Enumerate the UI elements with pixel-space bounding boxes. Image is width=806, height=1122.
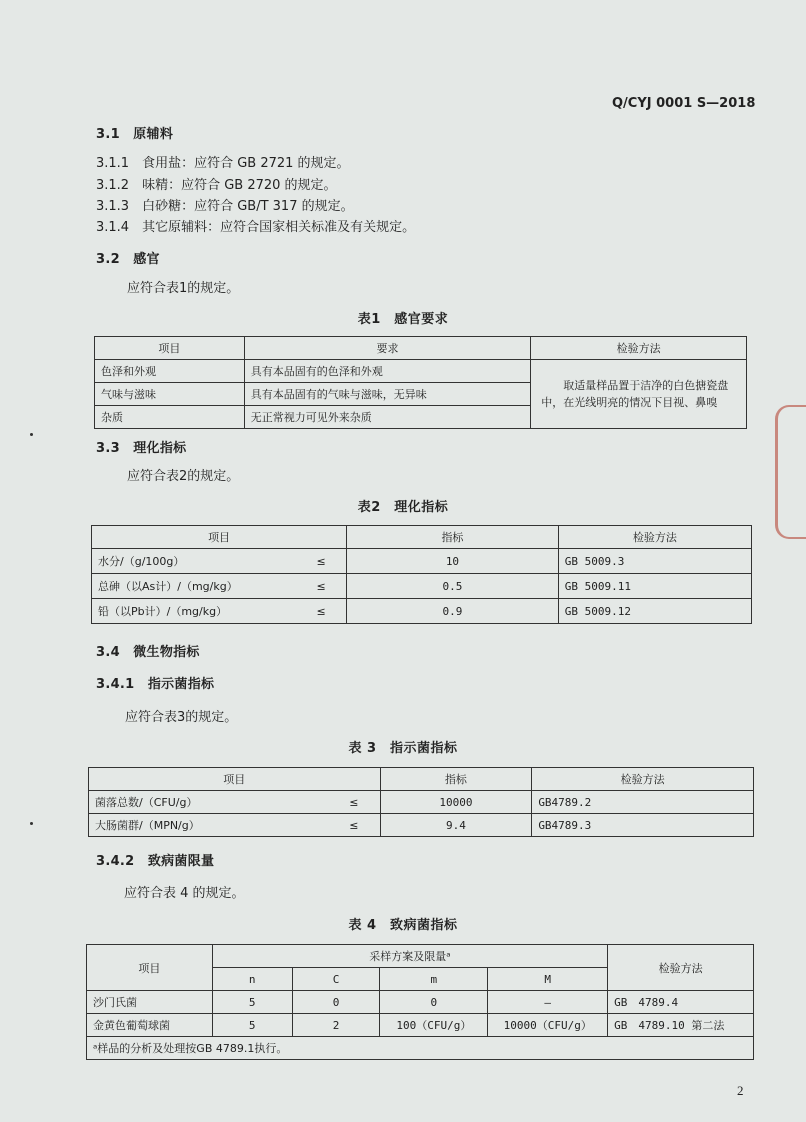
header-index: 指标: [347, 526, 559, 549]
row-n: 5: [212, 1014, 292, 1037]
row-item: 总砷（以As计）/（mg/kg）: [92, 574, 297, 599]
row-requirement: 无正常视力可见外来杂质: [244, 406, 531, 429]
table-header-row: [92, 526, 752, 549]
header-method: 检验方法: [558, 526, 751, 549]
row-n: 5: [212, 991, 292, 1014]
clause-3-1-3: 3.1.3 白砂糖：应符合 GB/T 317 的规定。: [96, 199, 354, 214]
row-value: 10000: [380, 791, 532, 814]
header-method: 检验方法: [531, 337, 747, 360]
section-3-4-2-text: 应符合表 4 的规定。: [124, 886, 245, 901]
header-item: 项目: [95, 337, 245, 360]
table-row: [87, 991, 754, 1014]
row-requirement: 具有本品固有的气味与滋味，无异味: [244, 383, 531, 406]
scan-dot: [30, 822, 33, 825]
section-3-4-title: 3.4 微生物指标: [96, 645, 200, 660]
row-item: 大肠菌群/（MPN/g）: [89, 814, 329, 837]
row-method: GB 5009.12: [558, 599, 751, 624]
table-row: [92, 549, 752, 574]
row-item: 菌落总数/（CFU/g）: [89, 791, 329, 814]
row-m-lower: 0: [380, 991, 488, 1014]
row-item: 铅（以Pb计）/（mg/kg）: [92, 599, 297, 624]
row-m-lower: 100（CFU/g）: [380, 1014, 488, 1037]
section-3-4-2-title: 3.4.2 致病菌限量: [96, 854, 215, 869]
section-3-4-1-text: 应符合表3的规定。: [125, 710, 238, 725]
scan-dot: [30, 433, 33, 436]
section-3-4-1-title: 3.4.1 指示菌指标: [96, 677, 215, 692]
red-seal-stamp: [775, 405, 806, 539]
row-c: 0: [292, 991, 380, 1014]
table-row: [89, 814, 754, 837]
row-value: 9.4: [380, 814, 532, 837]
row-value: 0.5: [347, 574, 559, 599]
row-method: GB4789.3: [532, 814, 754, 837]
row-requirement: 具有本品固有的色泽和外观: [244, 360, 531, 383]
table-3-caption: 表 3 指示菌指标: [348, 741, 458, 756]
row-leq: ≤: [296, 549, 346, 574]
header-index: 指标: [380, 768, 532, 791]
section-3-2-title: 3.2 感官: [96, 252, 160, 267]
method-cell: 取适量样品置于洁净的白色搪瓷盘中，在光线明亮的情况下目视、鼻嗅: [531, 360, 747, 429]
row-method: GB4789.2: [532, 791, 754, 814]
table-2-caption: 表2 理化指标: [357, 500, 449, 515]
table-3-indicator: [88, 767, 754, 837]
row-item: 杂质: [95, 406, 245, 429]
row-item: 金黄色葡萄球菌: [87, 1014, 213, 1037]
table-4-pathogen: [86, 944, 754, 1060]
header-m-upper: M: [488, 968, 608, 991]
row-value: 0.9: [347, 599, 559, 624]
header-item: 项目: [92, 526, 347, 549]
section-3-1-title: 3.1 原辅料: [96, 127, 174, 142]
header-c: C: [292, 968, 380, 991]
clause-3-1-2: 3.1.2 味精：应符合 GB 2720 的规定。: [96, 178, 337, 193]
row-m-upper: 10000（CFU/g）: [488, 1014, 608, 1037]
row-method: GB 4789.10 第二法: [608, 1014, 754, 1037]
page-number: 2: [737, 1083, 744, 1098]
table-row: [95, 360, 747, 383]
row-method: GB 4789.4: [608, 991, 754, 1014]
header-method: 检验方法: [532, 768, 754, 791]
header-n: n: [212, 968, 292, 991]
table-1-sensory: [94, 336, 747, 429]
row-method: GB 5009.11: [558, 574, 751, 599]
row-value: 10: [347, 549, 559, 574]
header-sampling-plan: 采样方案及限量ᵃ: [212, 945, 607, 968]
standard-code: Q/CYJ 0001 S—2018: [612, 96, 756, 111]
row-item: 沙门氏菌: [87, 991, 213, 1014]
row-leq: ≤: [296, 574, 346, 599]
header-item: 项目: [89, 768, 381, 791]
row-leq: ≤: [296, 599, 346, 624]
row-leq: ≤: [328, 791, 380, 814]
row-m-upper: —: [488, 991, 608, 1014]
table-row: [92, 574, 752, 599]
header-method: 检验方法: [608, 945, 754, 991]
row-c: 2: [292, 1014, 380, 1037]
section-3-3-title: 3.3 理化指标: [96, 441, 187, 456]
header-item: 项目: [87, 945, 213, 991]
row-item: 色泽和外观: [95, 360, 245, 383]
table-header-row: [95, 337, 747, 360]
section-3-2-text: 应符合表1的规定。: [127, 281, 240, 296]
row-item: 水分/（g/100g）: [92, 549, 297, 574]
table-1-caption: 表1 感官要求: [357, 312, 449, 327]
table-row: [87, 1014, 754, 1037]
row-method: GB 5009.3: [558, 549, 751, 574]
table-header-row: [89, 768, 754, 791]
header-requirement: 要求: [244, 337, 531, 360]
table-2-physicochemical: [91, 525, 752, 624]
section-3-3-text: 应符合表2的规定。: [127, 469, 240, 484]
table-note: ᵃ样品的分析及处理按GB 4789.1执行。: [87, 1037, 754, 1060]
header-m-lower: m: [380, 968, 488, 991]
row-leq: ≤: [328, 814, 380, 837]
table-row: [92, 599, 752, 624]
clause-3-1-4: 3.1.4 其它原辅料：应符合国家相关标准及有关规定。: [96, 220, 416, 235]
row-item: 气味与滋味: [95, 383, 245, 406]
table-row: [89, 791, 754, 814]
table-note-row: [87, 1037, 754, 1060]
table-4-caption: 表 4 致病菌指标: [348, 918, 458, 933]
table-header-row: [87, 945, 754, 968]
clause-3-1-1: 3.1.1 食用盐：应符合 GB 2721 的规定。: [96, 156, 350, 171]
